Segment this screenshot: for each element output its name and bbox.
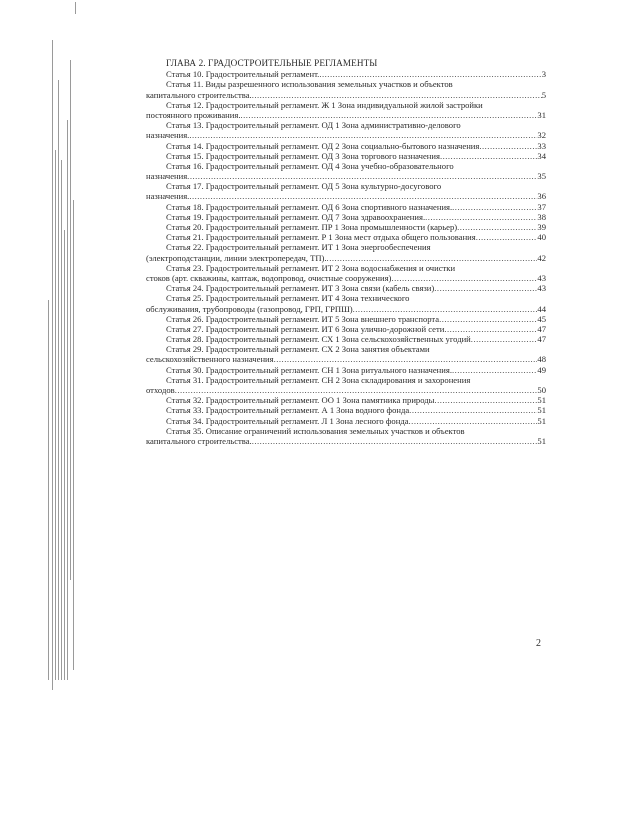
toc-page-number: 37 xyxy=(537,201,546,212)
leader-dots xyxy=(479,141,537,151)
leader-dots xyxy=(409,416,538,426)
toc-entry xyxy=(146,405,546,415)
leader-dots xyxy=(327,253,538,263)
toc-entry-text: Статья 15. Градостроительный регламент. ОД 3 Зона торгового назначения xyxy=(166,150,440,161)
leader-dots xyxy=(175,385,538,395)
toc-page-number: 38 xyxy=(537,211,546,222)
toc-entry xyxy=(146,242,546,262)
toc-entry-text: Статья 17. Градостроительный регламент. ОД 5 Зона культурно-досугового xyxy=(166,181,442,192)
toc-entry-text: Статья 26. Градостроительный регламент. ИТ 5 Зона внешнего транспорта xyxy=(166,313,440,324)
toc-entry-text: Статья 34. Градостроительный регламент. Л 1 Зона лесного фонда xyxy=(166,415,409,426)
toc-entry-text: Статья 29. Градостроительный регламент. СХ 2 Зона занятия объектами xyxy=(166,344,430,355)
toc-entry-text: Статья 25. Градостроительный регламент. ИТ 4 Зона технического xyxy=(166,293,410,304)
toc-entry-continuation: капитального строительства. xyxy=(146,435,252,446)
toc-page-number: 31 xyxy=(537,109,546,120)
toc-list xyxy=(146,69,546,446)
toc-entry-text: Статья 31. Градостроительный регламент. СН 2 Зона складирования и захоронения xyxy=(166,374,471,385)
toc-entry xyxy=(146,324,546,334)
toc-entry-text: Статья 35. Описание ограничений использования земельных участков и объектов xyxy=(166,425,465,436)
toc-entry-text: Статья 19. Градостроительный регламент. ОД 7 Зона здравоохранения. xyxy=(166,211,426,222)
toc-entry xyxy=(146,426,546,446)
toc-entry xyxy=(146,232,546,242)
toc-page-number: 51 xyxy=(537,405,546,416)
toc-page-number: 5 xyxy=(541,89,546,100)
toc-page-number: 3 xyxy=(541,69,546,80)
leader-dots xyxy=(439,314,537,324)
leader-dots xyxy=(189,191,537,201)
toc-entry-text: Статья 11. Виды разрешенного использования земельных участков и объектов xyxy=(166,79,453,90)
toc-page-number: 42 xyxy=(537,252,546,263)
toc-page-number: 51 xyxy=(537,415,546,426)
toc-entry xyxy=(146,100,546,120)
leader-dots xyxy=(440,151,537,161)
page-number: 2 xyxy=(536,638,541,649)
toc-page-number: 39 xyxy=(537,222,546,233)
toc-entry xyxy=(146,344,546,364)
toc-entry-text: Статья 24. Градостроительный регламент. ИТ 3 Зона связи (кабель связи) xyxy=(166,283,435,294)
leader-dots xyxy=(457,222,537,232)
toc-entry xyxy=(146,293,546,313)
toc-entry-continuation: назначения. xyxy=(146,191,190,202)
leader-dots xyxy=(444,324,537,334)
leader-dots xyxy=(452,365,537,375)
toc-page-number: 51 xyxy=(537,435,546,446)
toc-entry xyxy=(146,181,546,201)
leader-dots xyxy=(471,334,538,344)
leader-dots xyxy=(452,202,537,212)
leader-dots xyxy=(409,405,537,415)
toc-entry-text: Статья 13. Градостроительный регламент. ОД 1 Зона административно-делового xyxy=(166,120,461,131)
toc-entry xyxy=(146,314,546,324)
toc-page-number: 45 xyxy=(537,313,546,324)
toc-entry xyxy=(146,120,546,140)
leader-dots xyxy=(353,304,538,314)
toc-entry xyxy=(146,151,546,161)
toc-entry xyxy=(146,263,546,283)
toc-entry-continuation: отходов xyxy=(146,385,175,396)
leader-dots xyxy=(425,212,537,222)
toc-entry-text: Статья 12. Градостроительный регламент. Ж 1 Зона индивидуальной жилой застройки xyxy=(166,99,483,110)
toc-entry-text: Статья 28. Градостроительный регламент. СХ 1 Зона сельскохозяйственных угодий xyxy=(166,334,471,345)
toc-entry-continuation: стоков (арт. скважины, каптаж, водопровод, очистные сооружения) xyxy=(146,272,392,283)
toc-page-number: 44 xyxy=(537,303,546,314)
toc-entry-text: Статья 23. Градостроительный регламент. ИТ 2 Зона водоснабжения и очистки xyxy=(166,262,456,273)
toc-page-number: 33 xyxy=(537,140,546,151)
toc-page-number: 34 xyxy=(537,150,546,161)
toc-page-number: 48 xyxy=(537,354,546,365)
toc-entry-continuation: капитального строительства. xyxy=(146,89,252,100)
toc-entry xyxy=(146,202,546,212)
leader-dots xyxy=(476,232,538,242)
toc-entry-text: Статья 16. Градостроительный регламент. ОД 4 Зона учебно-образовательного xyxy=(166,160,454,171)
chapter-title: ГЛАВА 2. ГРАДОСТРОИТЕЛЬНЫЕ РЕГЛАМЕНТЫ xyxy=(166,58,378,68)
toc-page-number: 36 xyxy=(537,191,546,202)
toc-entry-continuation: сельскохозяйственного назначения xyxy=(146,354,274,365)
toc-page-number: 47 xyxy=(537,323,546,334)
toc-entry-text: Статья 33. Градостроительный регламент. А 1 Зона водного фонда xyxy=(166,405,410,416)
toc-entry-text: Статья 32. Градостроительный регламент. ОО 1 Зона памятника природы xyxy=(166,395,435,406)
leader-dots xyxy=(274,354,538,364)
toc-entry xyxy=(146,283,546,293)
toc-entry-text: Статья 21. Градостроительный регламент. Р 1 Зона мест отдыха общего пользования xyxy=(166,232,476,243)
scan-margin-artifact xyxy=(0,0,90,828)
toc-page-number: 32 xyxy=(537,130,546,141)
toc-entry-text: Статья 22. Градостроительный регламент. ИТ 1 Зона энергообеспечения xyxy=(166,242,431,253)
toc-entry-text: Статья 30. Градостроительный регламент. СН 1 Зона ритуального назначения. xyxy=(166,364,452,375)
leader-dots xyxy=(391,273,537,283)
toc-entry xyxy=(146,334,546,344)
toc-entry-continuation: назначения xyxy=(146,171,188,182)
leader-dots xyxy=(187,171,537,181)
toc-page-number: 43 xyxy=(537,283,546,294)
toc-entry xyxy=(146,141,546,151)
toc-entry-continuation: обслуживания, трубопроводы (газопровод, ГРП, ГРПШ) xyxy=(146,303,353,314)
toc-entry-text: Статья 20. Градостроительный регламент. ПР 1 Зона промышленности (карьер) xyxy=(166,222,458,233)
leader-dots xyxy=(189,130,537,140)
toc-entry xyxy=(146,365,546,375)
leader-dots xyxy=(252,436,538,446)
leader-dots xyxy=(434,283,537,293)
leader-dots xyxy=(319,69,541,79)
toc-page-number: 40 xyxy=(537,232,546,243)
toc-entry-continuation: постоянного проживания. xyxy=(146,109,241,120)
toc-entry xyxy=(146,161,546,181)
leader-dots xyxy=(434,395,537,405)
toc-page-number: 47 xyxy=(537,334,546,345)
leader-dots xyxy=(252,90,542,100)
toc-entry xyxy=(146,212,546,222)
toc-page-number: 49 xyxy=(537,364,546,375)
toc-entry xyxy=(146,79,546,99)
toc-entry-text: Статья 18. Градостроительный регламент. ОД 6 Зона спортивного назначения. xyxy=(166,201,453,212)
toc-entry-text: Статья 10. Градостроительный регламент. xyxy=(166,69,320,80)
toc-entry xyxy=(146,375,546,395)
toc-page-number: 35 xyxy=(537,171,546,182)
toc-entry-text: Статья 14. Градостроительный регламент. ОД 2 Зона социально-бытового назначения xyxy=(166,140,480,151)
table-of-contents xyxy=(146,58,546,446)
toc-entry-continuation: (электроподстанции, линии электропередач, ТП). xyxy=(146,252,327,263)
toc-entry-continuation: назначения. xyxy=(146,130,190,141)
toc-entry-text: Статья 27. Градостроительный регламент. ИТ 6 Зона улично-дорожной сети xyxy=(166,323,445,334)
leader-dots xyxy=(240,110,537,120)
toc-page-number: 43 xyxy=(537,272,546,283)
toc-entry xyxy=(146,416,546,426)
toc-entry xyxy=(146,395,546,405)
toc-entry xyxy=(146,69,546,79)
toc-entry xyxy=(146,222,546,232)
toc-page-number: 50 xyxy=(537,385,546,396)
toc-page-number: 51 xyxy=(537,395,546,406)
